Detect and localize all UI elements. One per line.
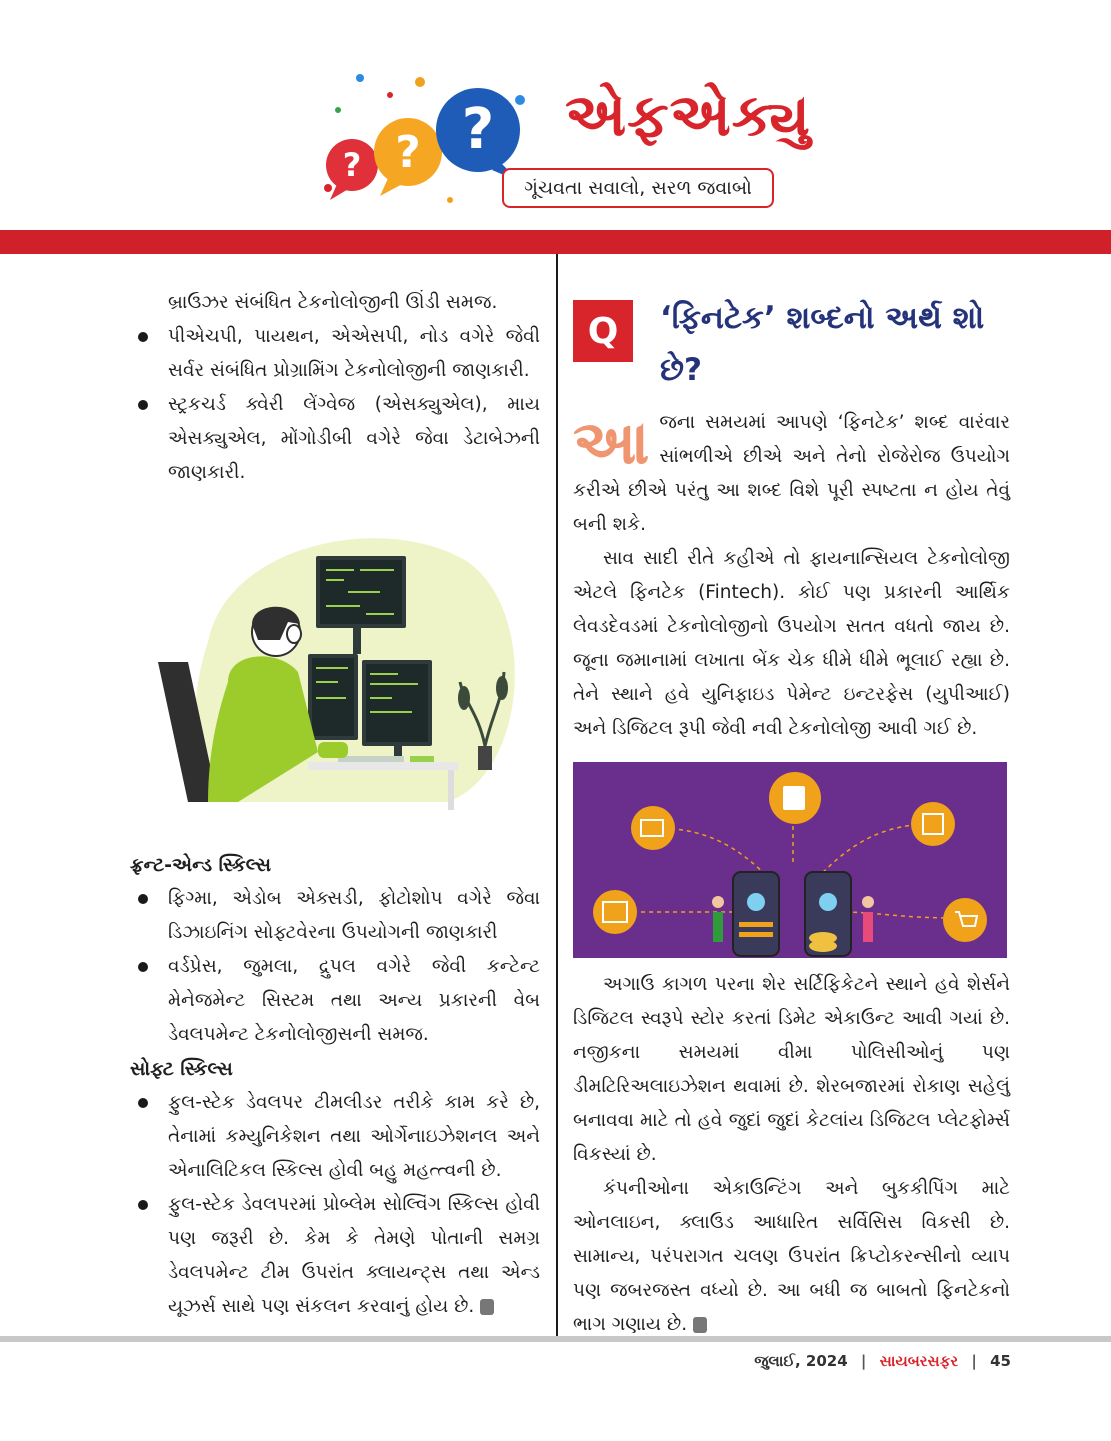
end-mark-icon — [693, 1317, 707, 1333]
header-red-bar — [0, 230, 1111, 254]
left-top-text — [130, 286, 540, 490]
list-item: પીએચપી, પાયથન, એએસપી, નોડ વગેરે જેવી સર્વર સંબંધિત પ્રોગ્રામિંગ ટેકનોલોજીની જાણકારી. — [130, 320, 540, 388]
svg-text:?: ? — [342, 146, 362, 184]
footer-date: જુલાઈ, 2024 — [754, 1352, 848, 1370]
list-item-text: ફુલ-સ્ટેક ડેવલપરમાં પ્રોબ્લેમ સોલ્વિંગ સ્કિલ્સ હોવી પણ જરૂરી છે. કેમ કે તેમણે પોતાની સમગ્ર ડેવલપમેન્ટ ટીમ ઉપરાંત ક્લાયન્ટ્સ તથા એન્ડ યૂઝર્સ સાથે પણ સંકલન કરવાનું હોય છે. — [168, 1194, 540, 1317]
soft-skills-heading: સોફ્ટ સ્કિલ્સ — [130, 1058, 233, 1080]
answer-paragraph-2: સાવ સાદી રીતે કહીએ તો ફાયનાન્સિયલ ટેકનોલોજી એટલે ફિનટેક (Fintech). કોઈ પણ પ્રકારની આર્થિક લેવડદેવડમાં ટેકનોલોજીનો ઉપયોગ સતત વધતો જાય છે. જૂના જમાનામાં લખાતા બેંક ચેક ધીમે ધીમે ભૂલાઈ રહ્યા છે. તેને સ્થાને હવે યુનિફાઇડ પેમેન્ટ ઇન્ટરફેસ (યુપીઆઈ) અને ડિજિટલ રૂપી જેવી નવી ટેકનોલોજી આવી ગઈ છે. — [573, 548, 1010, 739]
footer-separator: | — [971, 1352, 977, 1370]
left-bottom-text — [130, 848, 540, 1324]
fintech-network-icon — [573, 762, 1007, 958]
end-mark-icon — [480, 1299, 494, 1315]
answer-text-bottom — [573, 968, 1010, 1342]
page-title: એફએક્યુ — [565, 81, 811, 149]
answer-paragraph-1 — [573, 406, 1010, 542]
developer-illustration — [148, 522, 528, 812]
paragraph-text: જના સમયમાં આપણે ‘ફિનટેક’ શબ્દ વારંવાર સાંભળીએ છીએ અને તેનો રોજેરોજ ઉપયોગ કરીએ છીએ પરંતુ આ શબ્દ વિશે પૂરી સ્પષ્ટતા ન હોય તેવું બની શકે. — [573, 412, 1010, 535]
answer-paragraph-3: અગાઉ કાગળ પરના શેર સર્ટિફિકેટને સ્થાને હવે શેર્સને ડિજિટલ સ્વરૂપે સ્ટોર કરતાં ડિમેટ એકાઉન્ટ આવી ગયાં છે. નજીકના સમયમાં વીમા પોલિસીઓનું પણ ડીમટિરિઅલાઇઝેશન થવામાં છે. શેરબજારમાં રોકાણ સહેલું બનાવવા માટે તો હવે જુદાં જુદાં કેટલાંય ડિજિટલ પ્લેટફોર્મ્સ વિકસ્યાં છે. — [573, 974, 1010, 1165]
page-subtitle: ગૂંચવતા સવાલો, સરળ જવાબો — [502, 168, 774, 208]
bullet-list-backend — [130, 320, 540, 490]
list-item: વર્ડપ્રેસ, જુમલા, દ્રુપલ વગેરે જેવી કન્ટેન્ટ મેનેજમેન્ટ સિસ્ટમ તથા અન્ય પ્રકારની વેબ ડેવલપમેન્ટ ટેકનોલોજીસની સમજ. — [130, 950, 540, 1052]
list-item: ફિગ્મા, એડોબ એક્સડી, ફોટોશોપ વગેરે જેવા ડિઝાઇનિંગ સોફ્ટવેરના ઉપયોગની જાણકારી — [130, 882, 540, 950]
paragraph-text: કંપનીઓના એકાઉન્ટિંગ અને બુકકીપિંગ માટે ઓનલાઇન, ક્લાઉડ આધારિત સર્વિસિસ વિકસી છે. સામાન્ય, પરંપરાગત ચલણ ઉપરાંત ક્રિપ્ટોકરન્સીનો વ્યાપ પણ જબરજસ્ત વધ્યો છે. આ બધી જ બાબતો ફિનટેકનો ભાગ ગણાય છે. — [573, 1178, 1010, 1335]
footer-page-number: 45 — [990, 1352, 1011, 1370]
footer-rule — [0, 1336, 1111, 1342]
footer — [754, 1352, 1011, 1370]
bullet-list-soft — [130, 1086, 540, 1324]
footer-separator: | — [860, 1352, 867, 1370]
list-item: સ્ટ્રકચર્ડ ક્વેરી લેંગ્વેજ (એસક્યુએલ), માય એસક્યુએલ, મોંગોડીબી વગેરે જેવા ડેટાબેઝની જાણકારી. — [130, 388, 540, 490]
drop-cap: આ — [573, 408, 650, 478]
answer-text-top — [573, 406, 1010, 746]
answer-paragraph-4 — [573, 1172, 1010, 1342]
fintech-illustration — [573, 762, 1007, 958]
list-item: ફુલ-સ્ટેક ડેવલપર ટીમલીડર તરીકે કામ કરે છે, તેનામાં કમ્યુનિકેશન તથા ઓર્ગેનાઇઝેશનલ અને એનાલિટિકલ સ્કિલ્સ હોવી બહુ મહત્ત્વની છે. — [130, 1086, 540, 1188]
column-divider — [556, 254, 558, 1336]
q-badge: Q — [573, 300, 633, 362]
svg-text:?: ? — [461, 97, 495, 162]
intro-line: બ્રાઉઝર સંબંધિત ટેકનોલોજીની ઊંડી સમજ. — [168, 292, 498, 313]
developer-at-computer-icon — [148, 522, 528, 812]
frontend-skills-heading: ફ્રન્ટ-એન્ડ સ્કિલ્સ — [130, 854, 272, 876]
svg-text:?: ? — [395, 127, 421, 178]
question-title: ‘ફિનટેક’ શબ્દનો અર્થ શો છે? — [660, 300, 985, 388]
list-item — [130, 1188, 540, 1324]
footer-magazine-name: સાયબરસફર — [879, 1352, 959, 1370]
bullet-list-frontend — [130, 882, 540, 1052]
document-shield-icon — [783, 786, 805, 810]
